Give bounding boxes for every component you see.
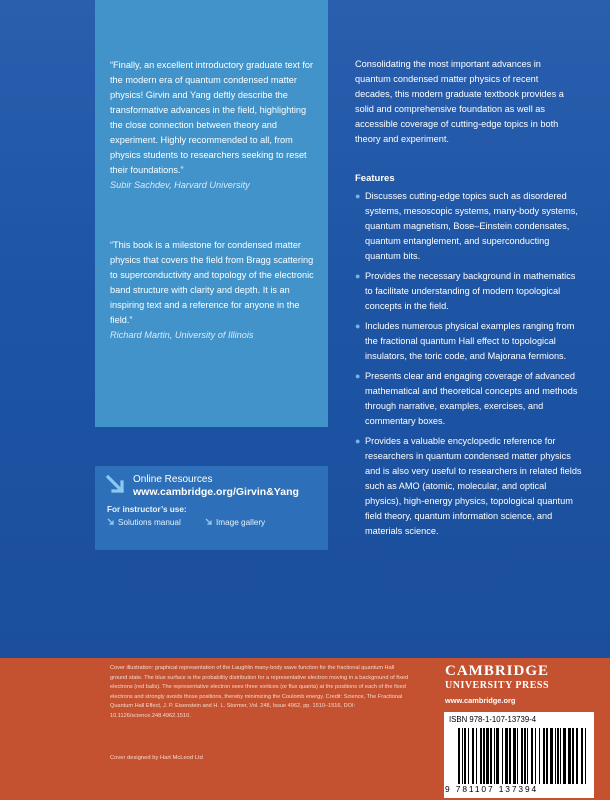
- barcode-bar: [539, 728, 540, 784]
- publisher-url[interactable]: www.cambridge.org: [445, 696, 516, 705]
- features-list: [355, 189, 583, 544]
- barcode-bar: [468, 728, 469, 784]
- bullet-icon: ●: [355, 271, 361, 281]
- arrow-icon: [105, 474, 127, 496]
- barcode-bar: [509, 728, 511, 784]
- publisher-logo-line1: CAMBRIDGE: [445, 663, 550, 679]
- small-arrow-icon: [107, 518, 114, 525]
- bullet-icon: ●: [355, 436, 361, 446]
- book-description: Consolidating the most important advances in quantum condensed matter physics of recent decades, this modern graduate textbook provides a solid and comprehensive foundation as well as accessible coverage of cutting-edge topics in both theory and experiment.: [355, 59, 564, 144]
- barcode-bar: [464, 728, 466, 784]
- quote-2-attribution: Richard Martin, University of Illinois: [110, 330, 254, 340]
- bullet-icon: ●: [355, 191, 361, 201]
- barcode-bar: [505, 728, 508, 784]
- feature-text: Provides the necessary background in mathematics to facilitate understanding of modern topological concepts in the field.: [365, 271, 576, 311]
- barcode-bar: [581, 728, 583, 784]
- barcode-bar: [585, 728, 586, 784]
- barcode-bar: [560, 728, 561, 784]
- quote-box: [95, 0, 328, 427]
- barcode-bar: [513, 728, 516, 784]
- quote-1-attribution: Subir Sachdev, Harvard University: [110, 180, 250, 190]
- barcode-bar: [550, 728, 553, 784]
- small-arrow-icon: [205, 518, 212, 525]
- online-resources-box: [95, 466, 328, 550]
- barcode-bar: [546, 728, 548, 784]
- barcode-bar: [486, 728, 489, 784]
- feature-item: [355, 319, 583, 364]
- barcode-bar: [494, 728, 495, 784]
- cover-designer: Cover designed by Hart McLeod Ltd: [110, 755, 203, 761]
- features-title: Features: [355, 173, 395, 184]
- online-resources-title: Online Resources: [133, 474, 213, 485]
- instructor-label: For instructor’s use:: [107, 505, 187, 514]
- quote-1: [110, 58, 320, 193]
- bottom-band: [0, 658, 610, 800]
- barcode-bar: [517, 728, 518, 784]
- isbn: ISBN 978-1-107-13739-4: [449, 715, 537, 724]
- barcode-bar: [496, 728, 499, 784]
- bullet-icon: ●: [355, 371, 361, 381]
- quote-2: [110, 238, 320, 343]
- barcode-bar: [483, 728, 485, 784]
- barcode: [458, 728, 588, 786]
- feature-item: [355, 434, 583, 539]
- barcode-bar: [555, 728, 556, 784]
- quote-2-text: “This book is a milestone for condensed matter physics that covers the field from Bragg scattering to superconductivity and topology of the electronic band structure with clarity and depth. It is an inspiring text and a reference for anyone in the field.”: [110, 240, 314, 325]
- barcode-bar: [543, 728, 545, 784]
- barcode-bar: [490, 728, 492, 784]
- barcode-bar: [462, 728, 463, 784]
- barcode-bar: [572, 728, 574, 784]
- barcode-bar: [521, 728, 523, 784]
- barcode-bar: [480, 728, 482, 784]
- barcode-bar: [557, 728, 559, 784]
- bullet-icon: ●: [355, 321, 361, 331]
- feature-item: [355, 369, 583, 429]
- feature-text: Discusses cutting-edge topics such as disordered systems, mesoscopic systems, many-body systems, quantum magnetism, Bose–Einstein condensates, quantum entanglement, and superconducting quantum bits.: [365, 191, 578, 261]
- barcode-bar: [476, 728, 477, 784]
- solutions-manual-label: Solutions manual: [118, 518, 181, 527]
- feature-item: [355, 189, 583, 264]
- barcode-bar: [568, 728, 571, 784]
- feature-text: Provides a valuable encyclopedic reference for researchers in quantum condensed matter physics and is also very useful to researchers in related fields such as AMO (atomic, molecular, and optical physics), high-energy physics, topological quantum field theory, quantum information science, and materials science.: [365, 436, 582, 536]
- isbn-barcode-box: [444, 712, 594, 798]
- barcode-bar: [524, 728, 526, 784]
- solutions-manual-link[interactable]: [107, 518, 181, 527]
- barcode-bar: [472, 728, 474, 784]
- publisher-logo-line2: UNIVERSITY PRESS: [445, 680, 550, 691]
- feature-text: Includes numerous physical examples ranging from the fractional quantum Hall effect to topological insulators, the toric code, and Majorana fermions.: [365, 321, 575, 361]
- barcode-bar: [576, 728, 578, 784]
- barcode-bar: [527, 728, 528, 784]
- barcode-bar: [458, 728, 460, 784]
- image-gallery-link[interactable]: [205, 518, 265, 527]
- feature-text: Presents clear and engaging coverage of advanced mathematical and theoretical concepts and methods through narrative, examples, exercises, and commentary boxes.: [365, 371, 578, 426]
- barcode-bar: [531, 728, 533, 784]
- quote-1-text: “Finally, an excellent introductory graduate text for the modern era of quantum condensed matter physics! Girvin and Yang deftly describe the transformative advances in the field, highlighting the close connection between theory and experiment. Highly recommended to all, from physics students to researchers seeking to reset their foundations.”: [110, 60, 314, 175]
- barcode-bar: [563, 728, 566, 784]
- image-gallery-label: Image gallery: [216, 518, 266, 527]
- feature-item: [355, 269, 583, 314]
- online-resources-url[interactable]: www.cambridge.org/Girvin&Yang: [133, 486, 299, 498]
- barcode-bar: [502, 728, 503, 784]
- barcode-bar: [535, 728, 536, 784]
- cover-illustration-credit: Cover illustration: graphical representation of the Laughlin many-body wave function for the fractional quantum Hall ground state. The blue surface is the probability distribution for a representative electron moving in a background of fixed electrons (red balls). The representative electron sees three vortices (or flux quanta) at the positions of each of the fixed electrons and strongly avoids those positions, thereby minimizing the Coulomb energy. Credit: Science, The Fractional Quantum Hall Effect, J. P. Eisenstein and H. L. Stormer, Vol. 248, Issue 4962, pp. 1510–1516, DOI: 10.1126/science.248.4962.1510.: [110, 665, 409, 719]
- barcode-number: 9 781107 137394: [445, 784, 539, 794]
